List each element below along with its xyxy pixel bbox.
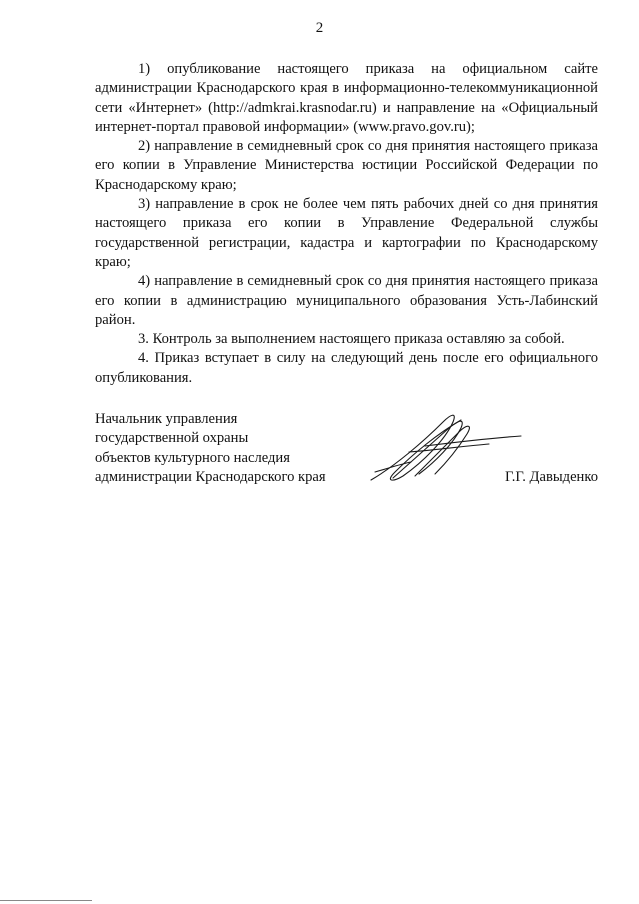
page-number: 2 [315,20,324,36]
paragraph-municipal-administration: 4) направление в семидневный срок со дня принятия настоящего приказа его копии в администрацию муниципального образования Усть-Лабинский район. [95,273,598,328]
paragraph-control: 3. Контроль за выполнением настоящего приказа оставляю за собой. [138,331,565,348]
paragraph-ministry-of-justice: 2) направление в семидневный срок со дня принятия настоящего приказа его копии в Управление Министерства юстиции Российской Федерации по Краснодарскому краю; [95,138,598,193]
signatory-title-line: государственной охраны [95,430,249,447]
paragraph-registration-service: 3) направление в срок не более чем пять рабочих дней со дня принятия настоящего приказа его копии в Управление Федеральной службы государственной регистрации, кадастра и картографии по Краснодарскому краю; [95,196,598,270]
signatory-name: Г.Г. Давыденко [504,468,598,485]
document-body [95,60,598,388]
signatory-title-line: администрации Краснодарского края [95,468,326,485]
handwritten-signature [365,406,525,486]
signature-block [95,410,598,490]
paragraph-publication: 1) опубликование настоящего приказа на официальном сайте администрации Краснодарского края в информационно-телекоммуникационной сети «Интернет» (http://admkrai.krasnodar.ru) и направление на «Официальный интернет-портал правовой информации» (www.pravo.gov.ru); [95,61,598,135]
signatory-title-line: Начальник управления [95,411,238,427]
paragraph-effective-date: 4. Приказ вступает в силу на следующий день после его официального опубликования. [95,350,598,386]
footer-rule [0,900,92,901]
signatory-title-line: объектов культурного наследия [95,449,290,466]
